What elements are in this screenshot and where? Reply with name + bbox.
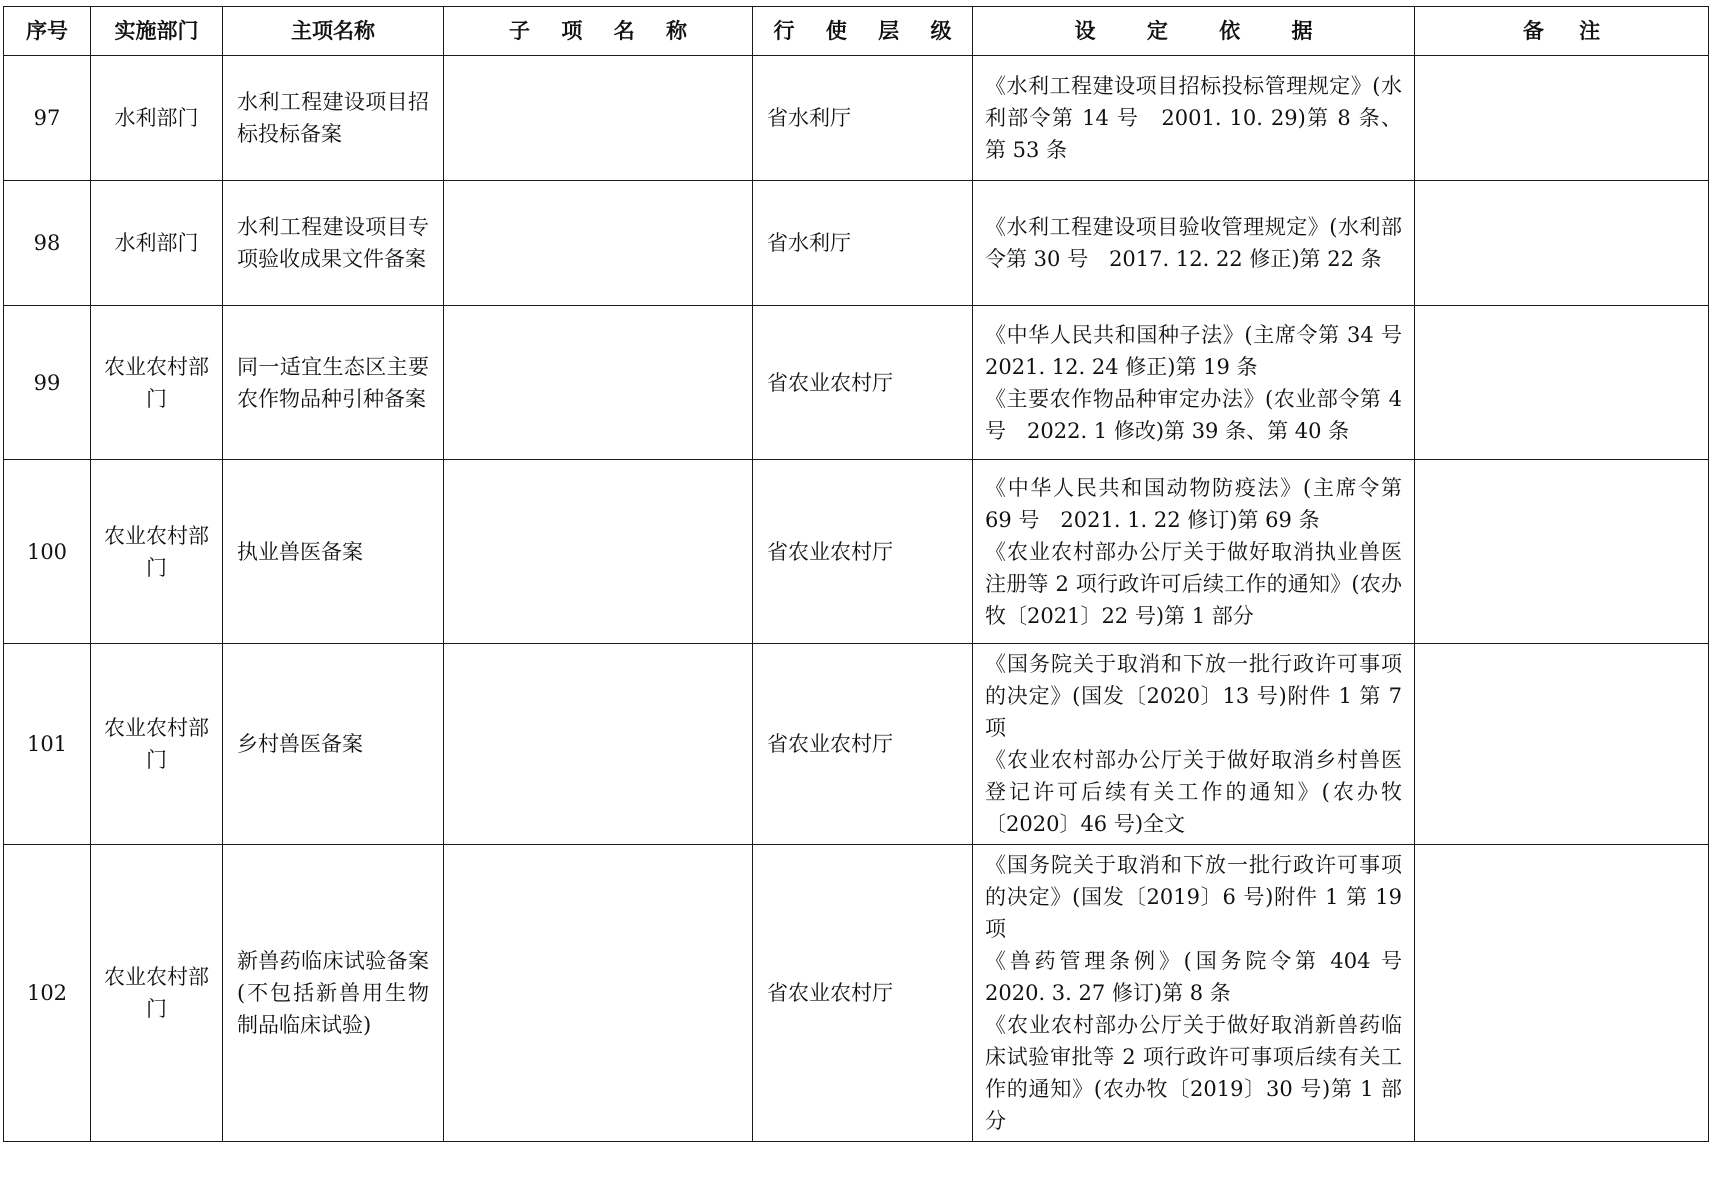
- row-sub: [444, 845, 753, 1142]
- header-basis: 设 定 依 据: [973, 7, 1415, 56]
- table-row: [4, 56, 1709, 181]
- row-note: [1415, 460, 1709, 644]
- table-row: [4, 181, 1709, 306]
- header-dept: 实施部门: [91, 7, 223, 56]
- row-basis: [973, 644, 1415, 845]
- row-dept: 水利部门: [91, 56, 223, 181]
- row-note: [1415, 306, 1709, 460]
- row-basis: [973, 460, 1415, 644]
- row-level: 省农业农村厅: [753, 845, 973, 1142]
- basis-line: 《水利工程建设项目验收管理规定》(水利部令第 30 号 2017. 12. 22 修正)第 22 条: [985, 215, 1402, 271]
- basis-line: 《农业农村部办公厅关于做好取消新兽药临床试验审批等 2 项行政许可事项后续有关工作的通知》(农办牧〔2019〕30 号)第 1 部分: [985, 1013, 1402, 1133]
- header-note: 备 注: [1415, 7, 1709, 56]
- row-name: 水利工程建设项目招标投标备案: [223, 56, 444, 181]
- row-no: 99: [4, 306, 91, 460]
- row-dept: 农业农村部门: [91, 306, 223, 460]
- row-name: 新兽药临床试验备案(不包括新兽用生物制品临床试验): [223, 845, 444, 1142]
- basis-line: 《主要农作物品种审定办法》(农业部令第 4 号 2022. 1 修改)第 39 条、第 40 条: [985, 386, 1402, 443]
- row-level: 省农业农村厅: [753, 460, 973, 644]
- header-no: 序号: [4, 7, 91, 56]
- row-dept: 水利部门: [91, 181, 223, 306]
- row-dept: 农业农村部门: [91, 644, 223, 845]
- row-basis: [973, 306, 1423, 460]
- row-note: [1415, 56, 1709, 181]
- row-sub: [444, 56, 753, 181]
- basis-line: 《国务院关于取消和下放一批行政许可事项的决定》(国发〔2020〕13 号)附件 1 第 7 项: [985, 652, 1402, 740]
- row-no: 101: [4, 644, 91, 845]
- table-row: [4, 644, 1709, 845]
- row-basis: [973, 56, 1415, 181]
- row-level: 省水利厅: [753, 56, 973, 181]
- row-basis: [973, 845, 1423, 1142]
- header-level: 行 使 层 级: [753, 7, 973, 56]
- basis-line: 《中华人民共和国种子法》(主席令第 34 号 2021. 12. 24 修正)第 19 条: [985, 322, 1423, 379]
- table-row: [4, 460, 1709, 644]
- row-basis: [973, 181, 1415, 306]
- row-level: 省水利厅: [753, 181, 973, 306]
- row-dept: 农业农村部门: [91, 460, 223, 644]
- row-no: 97: [4, 56, 91, 181]
- table-row: [4, 306, 1709, 460]
- row-note: [1415, 181, 1709, 306]
- row-level: 省农业农村厅: [753, 644, 973, 845]
- row-note: [1415, 644, 1709, 845]
- row-no: 100: [4, 460, 91, 644]
- row-note: [1415, 845, 1709, 1142]
- row-no: 98: [4, 181, 91, 306]
- row-sub: [444, 181, 753, 306]
- row-no: 102: [4, 845, 91, 1142]
- row-sub: [444, 306, 753, 460]
- row-sub: [444, 644, 753, 845]
- row-dept: 农业农村部门: [91, 845, 223, 1142]
- row-sub: [444, 460, 753, 644]
- table-header: [4, 7, 1709, 56]
- basis-line: 《农业农村部办公厅关于做好取消乡村兽医登记许可后续有关工作的通知》(农办牧〔2020〕46 号)全文: [985, 748, 1402, 836]
- basis-line: 《农业农村部办公厅关于做好取消执业兽医注册等 2 项行政许可后续工作的通知》(农办牧〔2021〕22 号)第 1 部分: [985, 539, 1402, 628]
- row-name: 同一适宜生态区主要农作物品种引种备案: [223, 306, 444, 460]
- basis-line: 《中华人民共和国动物防疫法》(主席令第 69 号 2021. 1. 22 修订)第 69 条: [985, 475, 1402, 532]
- row-name: 乡村兽医备案: [223, 644, 444, 845]
- row-name: 执业兽医备案: [223, 460, 444, 644]
- table-body: [4, 56, 1709, 1142]
- table-row: [4, 845, 1709, 1142]
- row-name: 水利工程建设项目专项验收成果文件备案: [223, 181, 444, 306]
- administrative-filing-table: [3, 6, 1709, 1142]
- basis-line: 《国务院关于取消和下放一批行政许可事项的决定》(国发〔2019〕6 号)附件 1 第 19 项: [985, 853, 1402, 941]
- header-name: 主项名称: [223, 7, 444, 56]
- basis-line: 《水利工程建设项目招标投标管理规定》(水利部令第 14 号 2001. 10. 29)第 8 条、第 53 条: [985, 74, 1402, 162]
- row-level: 省农业农村厅: [753, 306, 973, 460]
- header-row: [4, 7, 1709, 56]
- header-sub: 子 项 名 称: [444, 7, 753, 56]
- basis-line: 《兽药管理条例》(国务院令第 404 号 2020. 3. 27 修订)第 8 条: [985, 949, 1423, 1005]
